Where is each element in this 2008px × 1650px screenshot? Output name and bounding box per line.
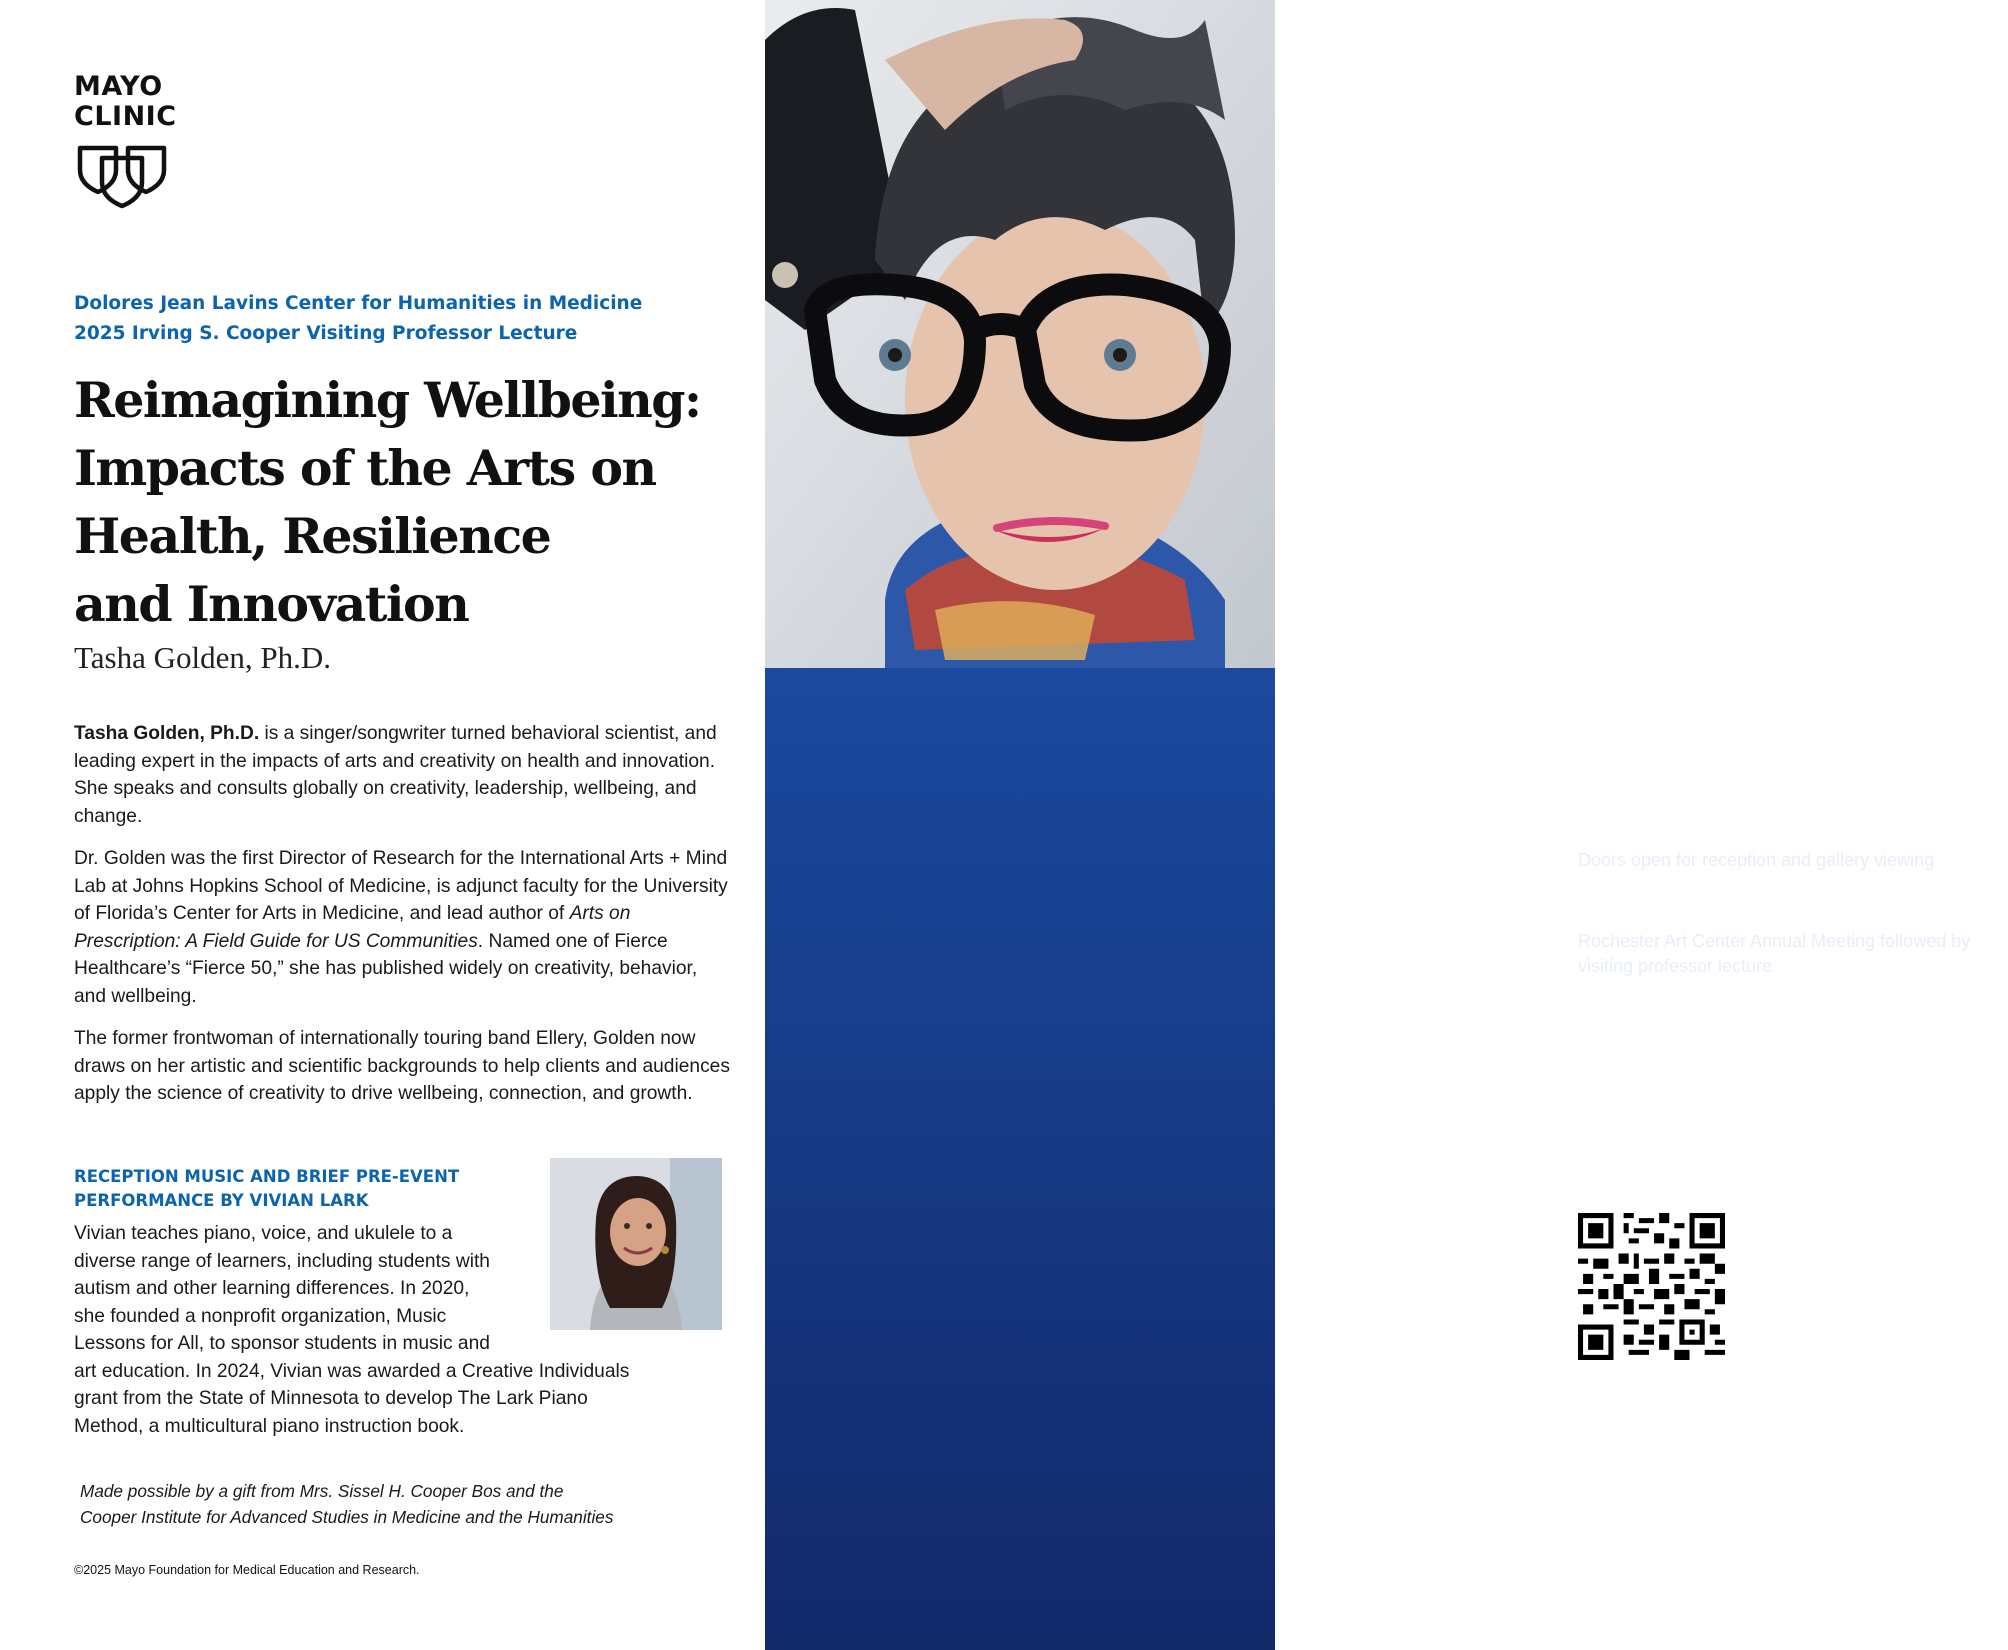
reception-line: art education. In 2024, Vivian was awarded a Creative Individuals xyxy=(74,1360,630,1382)
qr-code-icon xyxy=(1578,1213,1725,1360)
reception-heading-line: RECEPTION MUSIC AND BRIEF PRE-EVENT xyxy=(74,1167,460,1186)
time-description: Doors open for reception and gallery viewing xyxy=(1578,850,1935,870)
bio-text: . Named one of Fierce Healthcare’s “Fierce 50,” she has published widely on creativity, behavior, and wellbeing. xyxy=(74,930,698,1007)
bio-text: is a singer/songwriter turned behavioral scientist, and leading expert in the impacts of arts and creativity on health and innovation. She speaks and consults globally on creativity, leadership, wellbeing, and change. xyxy=(74,723,717,827)
location-line: 30 Civic Center Drive xyxy=(1578,1063,1767,1085)
speaker-bio xyxy=(74,720,734,1123)
book-title: Arts on Prescription: A Field Guide for US Communities xyxy=(74,903,631,952)
copyright: ©2025 Mayo Foundation for Medical Education and Research. xyxy=(74,1563,420,1577)
left-column xyxy=(0,0,765,1650)
contact-block xyxy=(1578,1380,2008,1433)
registration-label: Registration xyxy=(1578,1149,1681,1169)
reception-line: diverse range of learners, including students with xyxy=(74,1250,490,1272)
reception-line: autism and other learning differences. In 2020, xyxy=(74,1278,470,1299)
location-line: Rochester, Minnesota xyxy=(1578,1090,1772,1112)
contact-label: For questions email us at xyxy=(1578,1383,1790,1403)
registration-block xyxy=(1578,1146,2008,1199)
title-line: and Innovation xyxy=(74,575,469,633)
reception-line: Method, a multicultural piano instruction book. xyxy=(74,1415,465,1437)
registration-instructions: Scan code below to register xyxy=(1578,1174,1825,1196)
schedule-reception xyxy=(1578,822,2008,873)
location-line: Rochester Art Center xyxy=(1578,1036,1765,1058)
location-label: Location xyxy=(1578,1011,1651,1031)
title-line: Reimagining Wellbeing: xyxy=(74,371,701,429)
bio-text: Dr. Golden was the first Director of Research for the International Arts + Mind Lab at Johns Hopkins School of Medicine, is adjunct faculty for the University of Florida’s Center for Arts in Medicine, and lead author of xyxy=(74,848,728,924)
gift-line: Made possible by a gift from Mrs. Sissel H. Cooper Bos and the xyxy=(80,1481,564,1501)
bio-paragraph: The former frontwoman of internationally touring band Ellery, Golden now draws on her artistic and scientific backgrounds to help clients and audiences apply the science of creativity to drive wellbeing, connection, and growth. xyxy=(74,1028,730,1104)
time-label: 5:00 p.m. xyxy=(1578,825,1654,845)
reception-heading xyxy=(74,1165,514,1213)
program-kicker xyxy=(74,289,754,349)
event-weekday: Wednesday, xyxy=(1578,726,1722,759)
speaker-photo xyxy=(765,0,1275,668)
bio-paragraph xyxy=(74,720,734,830)
contact-email[interactable]: humanitiesrochester@mayo.edu xyxy=(1578,1408,1867,1430)
lecture-series: 2025 Irving S. Cooper Visiting Professor Lecture xyxy=(74,323,578,344)
location-block xyxy=(1578,1008,2008,1115)
title-line: Impacts of the Arts on xyxy=(74,439,656,497)
center-name: Dolores Jean Lavins Center for Humanities in Medicine xyxy=(74,293,643,314)
lecture-title xyxy=(74,366,764,638)
bio-paragraph xyxy=(74,845,734,1010)
reception-line: she founded a nonprofit organization, Music xyxy=(74,1305,447,1327)
speaker-name: Tasha Golden, Ph.D. xyxy=(74,640,331,675)
speaker-portrait-illustration xyxy=(765,0,1275,668)
event-date xyxy=(1578,725,2008,797)
logo-wordmark-line2: CLINIC xyxy=(74,101,177,132)
reception-heading-line: PERFORMANCE BY VIVIAN LARK xyxy=(74,1191,369,1210)
title-line: Health, Resilience xyxy=(74,507,551,565)
reception-line: Vivian teaches piano, voice, and ukulele to a xyxy=(74,1223,453,1244)
time-label: 6:00 p.m. xyxy=(1578,906,1654,926)
mayo-clinic-logo xyxy=(74,72,194,210)
time-description: Rochester Art Center Annual Meeting followed by visiting professor lecture xyxy=(1578,931,1971,976)
event-panel xyxy=(765,0,1971,1650)
vivian-lark-photo xyxy=(550,1158,722,1330)
reception-line: Lessons for All, to sponsor students in music and xyxy=(74,1333,490,1354)
reception-line: grant from the State of Minnesota to develop The Lark Piano xyxy=(74,1388,588,1409)
schedule-lecture xyxy=(1578,903,2008,979)
gift-acknowledgement xyxy=(80,1478,720,1530)
three-shields-icon xyxy=(74,144,170,210)
document-code: MC2592-110rev1025 xyxy=(1840,1563,1906,1591)
bio-name: Tasha Golden, Ph.D. xyxy=(74,723,260,744)
portrait-illustration xyxy=(550,1158,722,1330)
logo-wordmark-line1: MAYO xyxy=(74,71,163,102)
gift-line: Cooper Institute for Advanced Studies in Medicine and the Humanities xyxy=(80,1507,614,1527)
registration-qr-code[interactable] xyxy=(1578,1213,1725,1360)
event-day: November 12, 2025 xyxy=(1578,762,1818,795)
